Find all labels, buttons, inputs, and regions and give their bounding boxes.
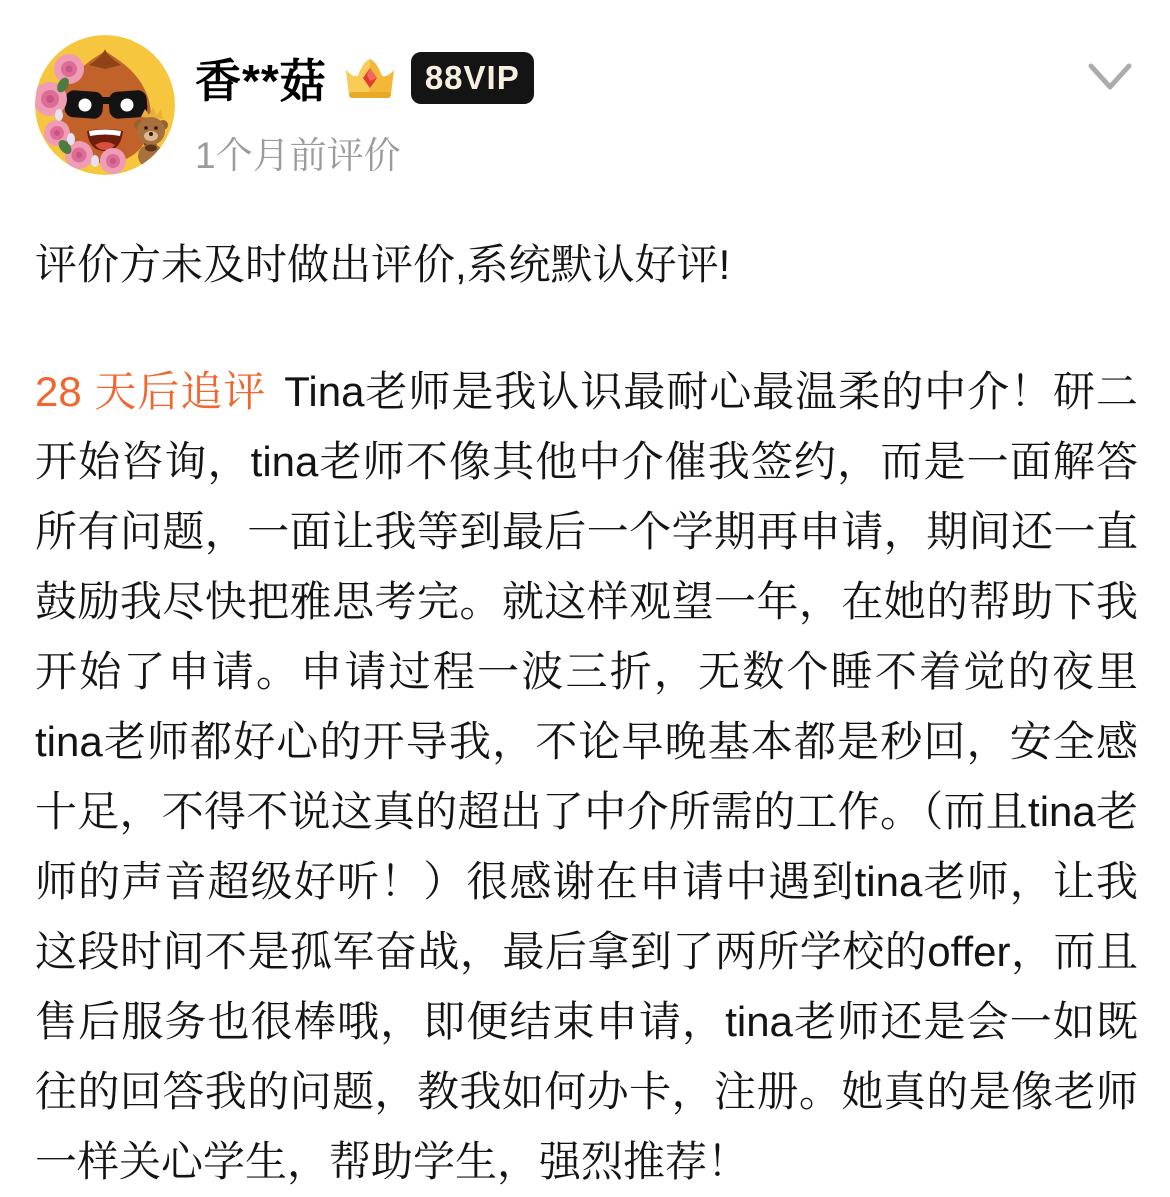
review-time: 1个月前评价: [195, 135, 401, 176]
name-row: [195, 45, 534, 111]
avatar-image: [35, 35, 175, 175]
chevron-down-icon[interactable]: [1086, 60, 1134, 94]
system-default-note: 评价方未及时做出评价,系统默认好评!: [35, 241, 731, 288]
vip-badge: 88VIP: [411, 52, 534, 104]
followup-review: [35, 357, 1138, 1197]
username: 香**菇: [195, 55, 327, 107]
review-header: [35, 35, 1138, 179]
followup-text: Tina老师是我认识最耐心最温柔的中介！研二开始咨询，tina老师不像其他中介催我签约，而是一面解答所有问题，一面让我等到最后一个学期再申请，期间还一直鼓励我尽快把雅思考完。就这样观望一年，在她的帮助下我开始了申请。申请过程一波三折，无数个睡不着觉的夜里tina老师都好心的开导我，不论早晚基本都是秒回，安全感十足，不得不说这真的超出了中介所需的工作。（而且tina老师的声音超级好听！）很感谢在申请中遇到tina老师，让我这段时间不是孤军奋战，最后拿到了两所学校的offer，而且售后服务也很棒哦，即便结束申请，tina老师还是会一如既往的回答我的问题，教我如何办卡，注册。她真的是像老师一样关心学生，帮助学生，强烈推荐！: [35, 368, 1138, 1185]
header-text: [195, 35, 534, 179]
crown-icon: [343, 54, 397, 102]
avatar[interactable]: [35, 35, 175, 175]
followup-label: 28 天后追评: [35, 368, 267, 415]
